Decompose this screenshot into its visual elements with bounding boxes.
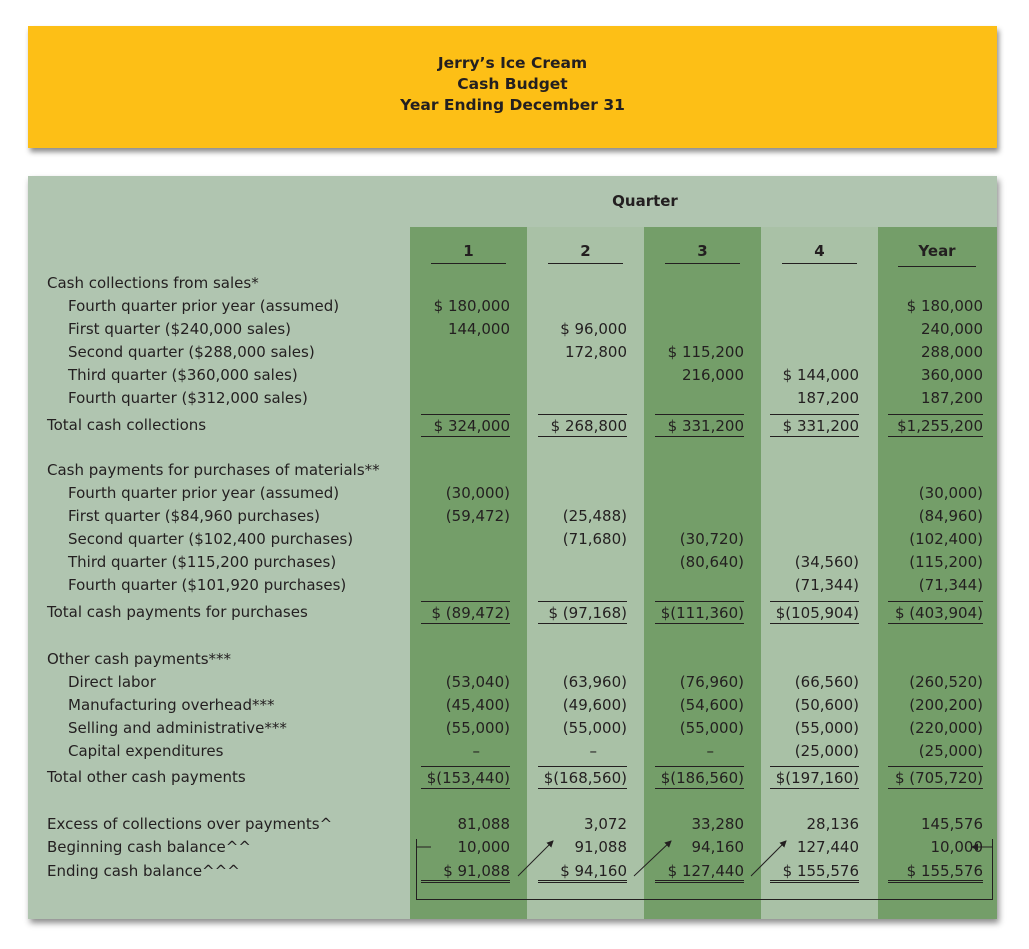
table-cell: $(168,560) <box>538 766 627 789</box>
title-banner <box>28 26 997 148</box>
row-label: First quarter ($84,960 purchases) <box>68 507 320 525</box>
table-cell: $ 155,576 <box>770 860 859 883</box>
table-cell: (25,488) <box>562 507 627 525</box>
row-label: Fourth quarter prior year (assumed) <box>68 484 340 502</box>
table-cell: (55,000) <box>562 719 627 737</box>
table-cell: $ 331,200 <box>770 414 859 437</box>
table-cell: (50,600) <box>794 696 859 714</box>
table-cell: $(105,904) <box>770 601 859 624</box>
table-cell: (45,400) <box>445 696 510 714</box>
row-label: Manufacturing overhead*** <box>68 696 275 714</box>
table-cell: (25,000) <box>918 742 983 760</box>
table-cell: 240,000 <box>920 320 983 338</box>
row-label: Fourth quarter prior year (assumed) <box>68 297 340 315</box>
row-label: Fourth quarter ($101,920 purchases) <box>68 576 347 594</box>
table-cell: 81,088 <box>457 815 510 833</box>
row-label: Total other cash payments <box>47 768 246 786</box>
table-cell: (66,560) <box>794 673 859 691</box>
table-cell: 10,000 <box>930 838 983 856</box>
table-cell: $ 94,160 <box>538 860 627 883</box>
row-label: Third quarter ($360,000 sales) <box>68 366 298 384</box>
table-cell: 172,800 <box>564 343 627 361</box>
table-cell: (54,600) <box>679 696 744 714</box>
table-cell: (55,000) <box>794 719 859 737</box>
table-cell: (102,400) <box>909 530 983 548</box>
table-cell: (30,000) <box>918 484 983 502</box>
table-cell: (76,960) <box>679 673 744 691</box>
quarter-header: Quarter <box>612 192 678 210</box>
carry-arrow-q2-q3 <box>634 841 671 876</box>
carry-arrow-q3-q4 <box>751 841 786 876</box>
table-cell: (34,560) <box>794 553 859 571</box>
table-cell: $(111,360) <box>655 601 744 624</box>
row-label: Excess of collections over payments^ <box>47 815 333 833</box>
row-label: Other cash payments*** <box>47 650 232 668</box>
table-cell: $1,255,200 <box>888 414 983 437</box>
row-label: Third quarter ($115,200 purchases) <box>68 553 337 571</box>
table-cell: (63,960) <box>562 673 627 691</box>
table-cell: 91,088 <box>574 838 627 856</box>
row-label: Second quarter ($102,400 purchases) <box>68 530 354 548</box>
table-cell: 33,280 <box>691 815 744 833</box>
row-label: Direct labor <box>68 673 156 691</box>
table-cell: $ (705,720) <box>888 766 983 789</box>
table-cell: (84,960) <box>918 507 983 525</box>
table-cell: (49,600) <box>562 696 627 714</box>
table-cell: 145,576 <box>920 815 983 833</box>
table-cell: $ 91,088 <box>421 860 510 883</box>
table-cell: 127,440 <box>796 838 859 856</box>
row-label: Second quarter ($288,000 sales) <box>68 343 315 361</box>
table-cell: $ (89,472) <box>421 601 510 624</box>
table-cell: (25,000) <box>794 742 859 760</box>
table-cell: – <box>589 742 597 760</box>
table-cell: (30,720) <box>679 530 744 548</box>
row-label: Fourth quarter ($312,000 sales) <box>68 389 308 407</box>
row-label: Cash payments for purchases of materials** <box>47 461 380 479</box>
row-label: Total cash payments for purchases <box>47 603 308 621</box>
carry-forward-arrows <box>28 176 997 919</box>
table-cell: (115,200) <box>909 553 983 571</box>
table-cell: $ 144,000 <box>782 366 859 384</box>
table-cell: 28,136 <box>806 815 859 833</box>
cash-budget-table <box>28 176 997 919</box>
table-cell: 144,000 <box>447 320 510 338</box>
table-cell: $ 268,800 <box>538 414 627 437</box>
table-cell: $ 127,440 <box>655 860 744 883</box>
table-cell: $ 331,200 <box>655 414 744 437</box>
table-cell: $ 180,000 <box>433 297 510 315</box>
report-name: Cash Budget <box>457 75 568 93</box>
table-cell: (30,000) <box>445 484 510 502</box>
company-name: Jerry’s Ice Cream <box>437 54 588 72</box>
table-cell: (80,640) <box>679 553 744 571</box>
table-cell: (59,472) <box>445 507 510 525</box>
row-label: Cash collections from sales* <box>47 274 259 292</box>
table-cell: $ 155,576 <box>888 860 983 883</box>
table-cell: $ (403,904) <box>888 601 983 624</box>
table-cell: $(197,160) <box>770 766 859 789</box>
row-label: Selling and administrative*** <box>68 719 287 737</box>
table-cell: $ (97,168) <box>538 601 627 624</box>
table-cell: – <box>472 742 480 760</box>
table-cell: (71,344) <box>794 576 859 594</box>
table-cell: 10,000 <box>457 838 510 856</box>
row-label: First quarter ($240,000 sales) <box>68 320 292 338</box>
table-cell: (53,040) <box>445 673 510 691</box>
report-period: Year Ending December 31 <box>400 96 625 114</box>
table-cell: (55,000) <box>679 719 744 737</box>
table-cell: (55,000) <box>445 719 510 737</box>
table-cell: (220,000) <box>909 719 983 737</box>
table-cell: – <box>706 742 714 760</box>
table-cell: 187,200 <box>796 389 859 407</box>
row-label: Capital expenditures <box>68 742 224 760</box>
table-cell: 3,072 <box>584 815 627 833</box>
table-cell: 187,200 <box>920 389 983 407</box>
row-label: Total cash collections <box>47 416 207 434</box>
table-cell: $ 115,200 <box>667 343 744 361</box>
column-header-q3: 3 <box>697 242 708 260</box>
table-cell: 94,160 <box>691 838 744 856</box>
table-cell: $(153,440) <box>421 766 510 789</box>
row-label: Ending cash balance^^^ <box>47 862 240 880</box>
table-cell: $ 96,000 <box>560 320 627 338</box>
table-cell: 288,000 <box>920 343 983 361</box>
table-cell: 216,000 <box>681 366 744 384</box>
table-cell: $ 180,000 <box>906 297 983 315</box>
table-cell: (71,680) <box>562 530 627 548</box>
table-cell: (200,200) <box>909 696 983 714</box>
column-header-q4: 4 <box>814 242 825 260</box>
table-cell: (71,344) <box>918 576 983 594</box>
column-header-year: Year <box>918 242 956 260</box>
table-cell: $ 324,000 <box>421 414 510 437</box>
table-cell: 360,000 <box>920 366 983 384</box>
table-cell: (260,520) <box>909 673 983 691</box>
column-header-q1: 1 <box>463 242 474 260</box>
table-cell: $(186,560) <box>655 766 744 789</box>
column-header-q2: 2 <box>580 242 591 260</box>
row-label: Beginning cash balance^^ <box>47 838 251 856</box>
carry-arrow-q1-q2 <box>518 841 553 876</box>
